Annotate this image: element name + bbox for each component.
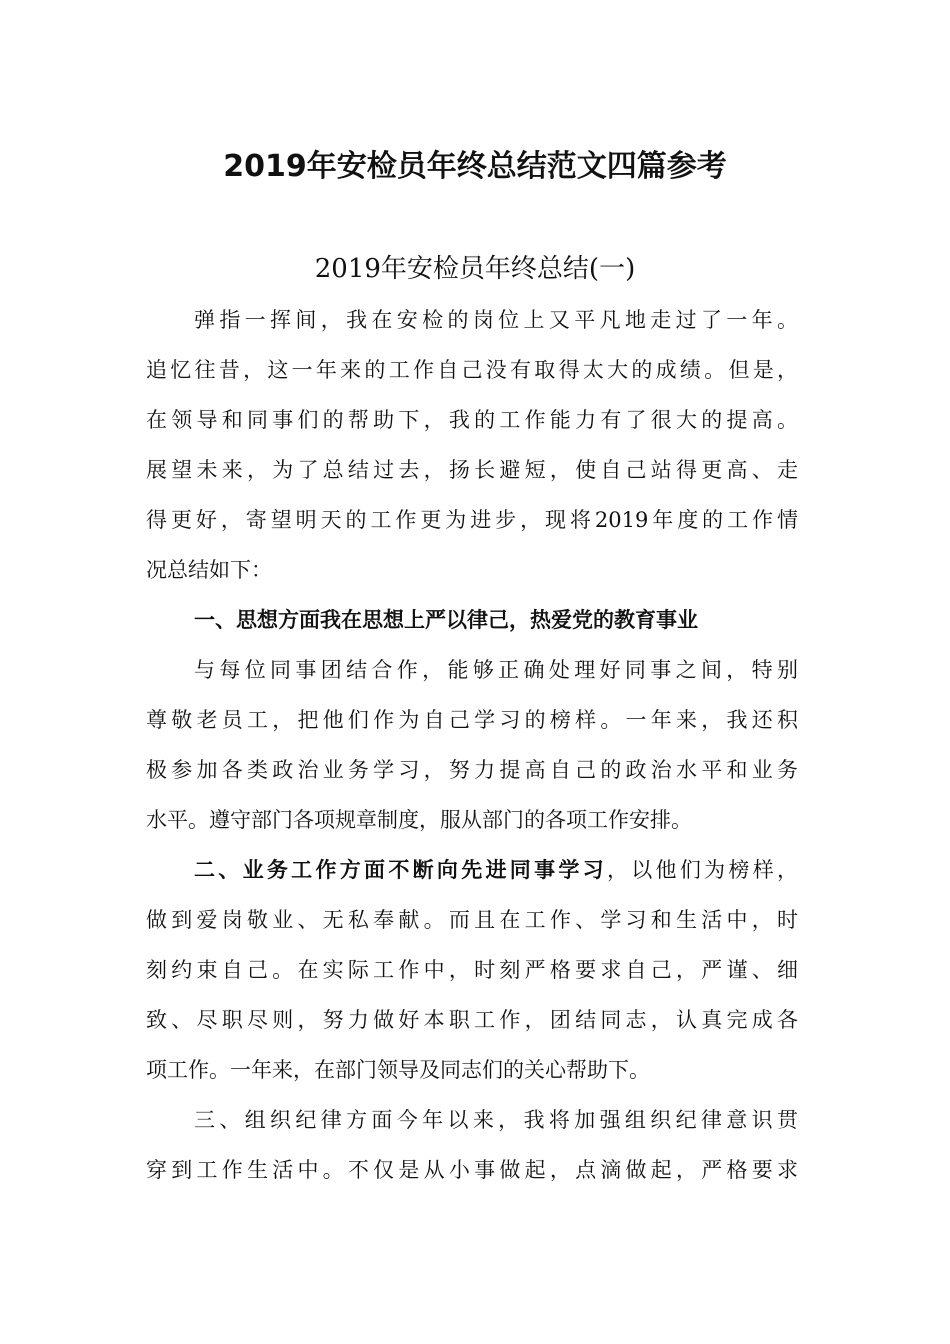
paragraph-line: 三、组织纪律方面今年以来，我将加强组织纪律意识贯 (194, 1108, 798, 1132)
section-title: 2019年安检员年终总结(一) (314, 254, 636, 284)
paragraph-line: 极参加各类政治业务学习，努力提高自己的政治水平和业务 (146, 758, 798, 782)
paragraph-line: 水平。遵守部门各项规章制度，服从部门的各项工作安排。 (146, 808, 692, 832)
paragraph-line: 在领导和同事们的帮助下，我的工作能力有了很大的提高。 (146, 408, 798, 432)
document-body (146, 295, 798, 1195)
paragraph-line: 得更好，寄望明天的工作更为进步，现将2019年度的工作情 (146, 508, 798, 532)
paragraph-line: 与每位同事团结合作，能够正确处理好同事之间，特别 (194, 658, 798, 682)
paragraph-line: 况总结如下： (146, 558, 272, 582)
paragraph-line: 致、尽职尽则，努力做好本职工作，团结同志，认真完成各 (146, 1008, 798, 1032)
paragraph-line: 刻约束自己。在实际工作中，时刻严格要求自己，严谨、细 (146, 958, 798, 982)
paragraph-line: 展望未来，为了总结过去，扬长避短，使自己站得更高、走 (146, 458, 798, 482)
paragraph-line (146, 845, 798, 895)
paragraph-line: 追忆往昔，这一年来的工作自己没有取得太大的成绩。但是， (146, 358, 798, 382)
paragraph-line: 项工作。一年来，在部门领导及同志们的关心帮助下。 (146, 1058, 650, 1082)
paragraph-line: 弹指一挥间，我在安检的岗位上又平凡地走过了一年。 (194, 308, 798, 332)
paragraph-line: 尊敬老员工，把他们作为自己学习的榜样。一年来，我还积 (146, 708, 798, 732)
subheading-line: 一、思想方面我在思想上严以律己，热爱党的教育事业 (194, 607, 698, 632)
subheading-inline: 二、业务工作方面不断向先进同事学习 (194, 857, 607, 882)
paragraph-line: 穿到工作生活中。不仅是从小事做起，点滴做起，严格要求 (146, 1158, 798, 1182)
paragraph-inline: ，以他们为榜样， (606, 858, 799, 882)
paragraph-line: 做到爱岗敬业、无私奉献。而且在工作、学习和生活中，时 (146, 908, 798, 932)
document-title: 2019年安检员年终总结范文四篇参考 (223, 149, 727, 184)
